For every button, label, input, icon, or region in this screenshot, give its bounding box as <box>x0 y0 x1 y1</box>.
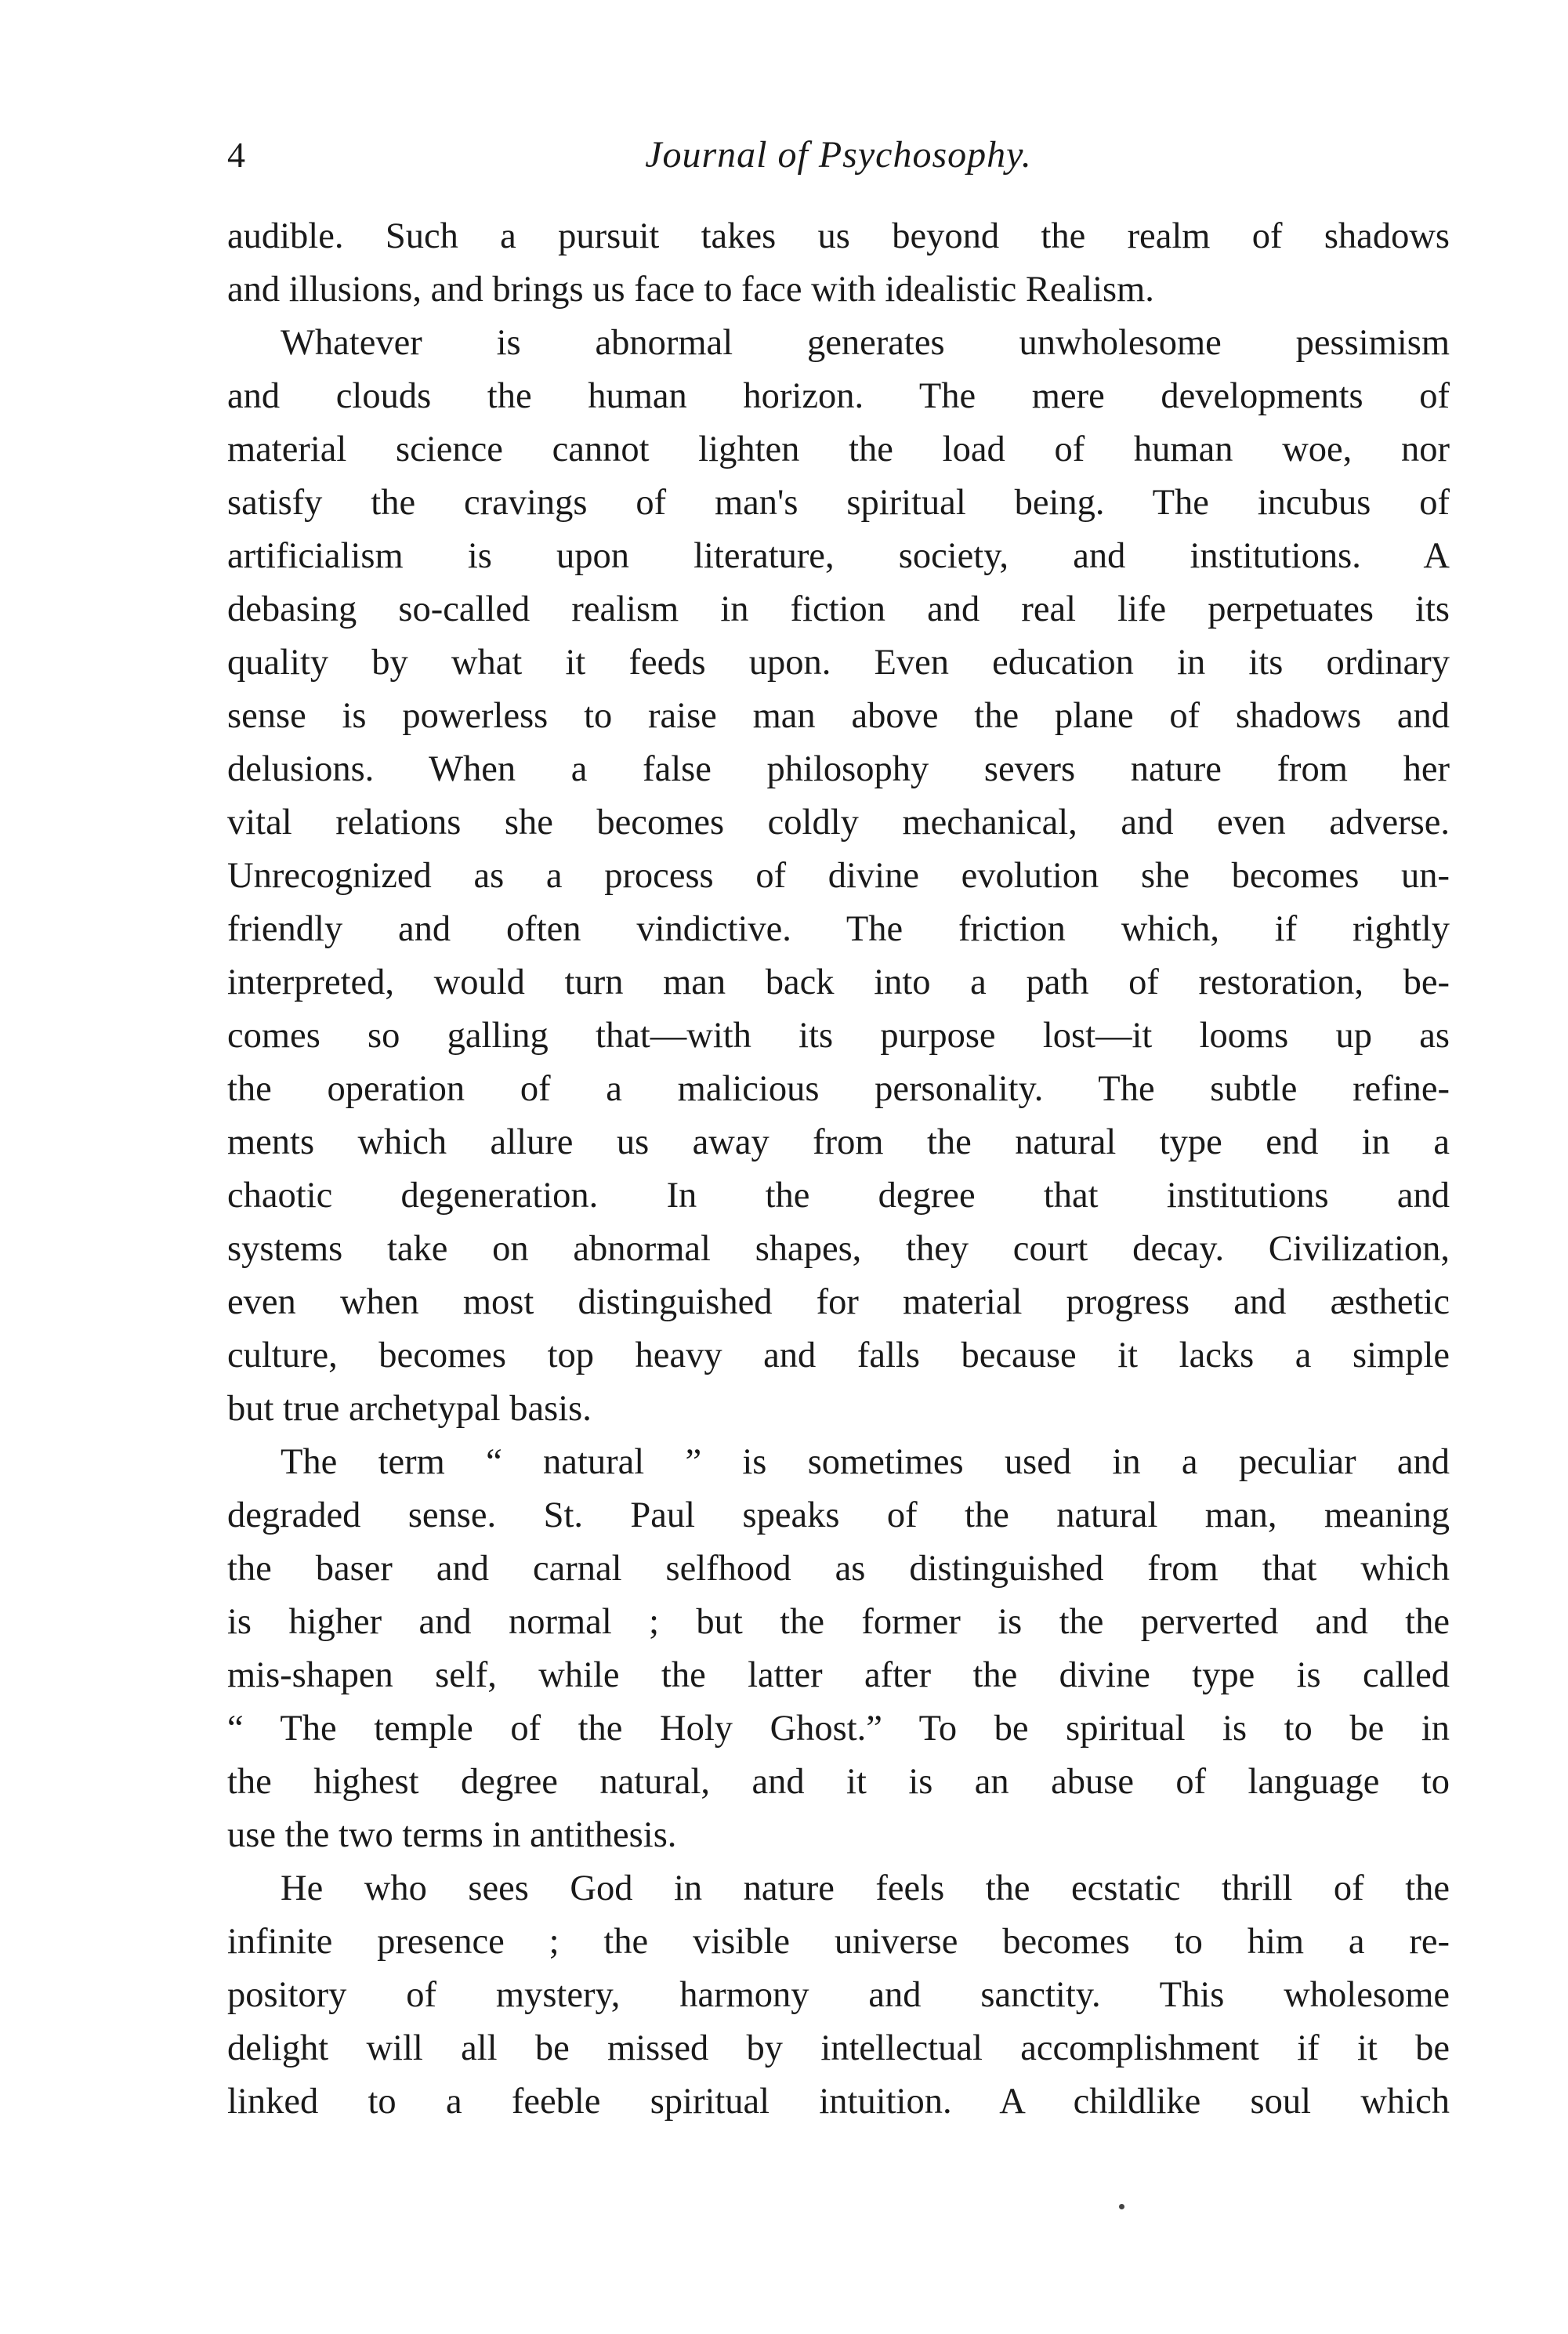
text-line: comes so galling that—with its purpose lost—it looms up as <box>227 1016 1450 1056</box>
text-line: culture, becomes top heavy and falls because it lacks a simple <box>227 1336 1450 1375</box>
text-line: chaotic degeneration. In the degree that institutions and <box>227 1176 1450 1216</box>
text-line: the operation of a malicious personality. The subtle refine- <box>227 1069 1450 1109</box>
text-line: delight will all be missed by intellectual accomplishment if it be <box>227 2028 1450 2068</box>
running-title: Journal of Psychosophy. <box>645 134 1032 176</box>
text-line: ments which allure us away from the natural type end in a <box>227 1122 1450 1162</box>
text-line: satisfy the cravings of man's spiritual being. The incubus of <box>227 483 1450 523</box>
text-line: friendly and often vindictive. The friction which, if rightly <box>227 909 1450 949</box>
text-line: sense is powerless to raise man above the plane of shadows and <box>227 696 1450 736</box>
text-line: The term “ natural ” is sometimes used in a peculiar and <box>281 1442 1450 1482</box>
text-line: use the two terms in antithesis. <box>227 1815 677 1855</box>
text-line: interpreted, would turn man back into a path of restoration, be- <box>227 962 1450 1002</box>
text-line: is higher and normal ; but the former is the perverted and the <box>227 1602 1450 1642</box>
page-number: 4 <box>227 135 245 175</box>
text-line: infinite presence ; the visible universe becomes to him a re- <box>227 1922 1450 1962</box>
text-line: and clouds the human horizon. The mere developments of <box>227 376 1450 416</box>
paragraph-2 <box>227 317 1450 1436</box>
text-line: artificialism is upon literature, society, and institutions. A <box>227 536 1450 576</box>
text-line: even when most distinguished for material progress and æsthetic <box>227 1282 1450 1322</box>
paragraph-4 <box>227 1862 1450 2129</box>
text-line: delusions. When a false philosophy severs nature from her <box>227 749 1450 789</box>
body-text <box>227 210 1450 2129</box>
text-line: the highest degree natural, and it is an abuse of language to <box>227 1762 1450 1802</box>
text-line: Whatever is abnormal generates unwholesome pessimism <box>281 323 1450 363</box>
text-line: linked to a feeble spiritual intuition. A childlike soul which <box>227 2082 1450 2122</box>
text-line: “ The temple of the Holy Ghost.” To be spiritual is to be in <box>227 1709 1450 1749</box>
text-line: Unrecognized as a process of divine evolution she becomes un- <box>227 856 1450 896</box>
page-header <box>227 132 1450 179</box>
text-line: the baser and carnal selfhood as distinguished from that which <box>227 1549 1450 1589</box>
text-line: mis-shapen self, while the latter after the divine type is called <box>227 1655 1450 1695</box>
text-line: audible. Such a pursuit takes us beyond the realm of shadows <box>227 216 1450 256</box>
paragraph-1 <box>227 210 1450 317</box>
text-line: systems take on abnormal shapes, they court decay. Civilization, <box>227 1229 1450 1269</box>
text-line: degraded sense. St. Paul speaks of the natural man, meaning <box>227 1495 1450 1535</box>
paragraph-3 <box>227 1436 1450 1862</box>
text-line: vital relations she becomes coldly mechanical, and even adverse. <box>227 803 1450 843</box>
text-line: quality by what it feeds upon. Even education in its ordinary <box>227 643 1450 683</box>
text-line: pository of mystery, harmony and sanctity. This wholesome <box>227 1975 1450 2015</box>
text-line: He who sees God in nature feels the ecstatic thrill of the <box>281 1868 1450 1908</box>
ink-speck <box>1119 2204 1124 2209</box>
text-line: debasing so-called realism in fiction and real life perpetuates its <box>227 589 1450 629</box>
text-line: material science cannot lighten the load of human woe, nor <box>227 429 1450 469</box>
text-line: and illusions, and brings us face to face with idealistic Realism. <box>227 270 1154 310</box>
text-line: but true archetypal basis. <box>227 1389 592 1429</box>
